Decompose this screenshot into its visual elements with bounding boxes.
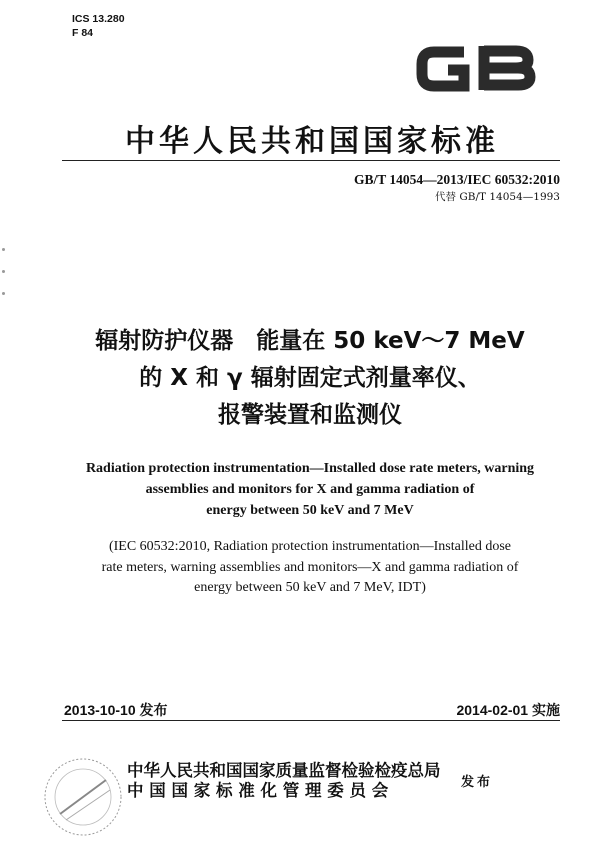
- chinese-title: [50, 323, 570, 434]
- bottom-rule: [62, 720, 560, 721]
- logo-g-shape: [422, 52, 464, 86]
- iec-reference-line: rate meters, warning assemblies and monitors—X and gamma radiation of: [101, 559, 519, 575]
- publish-date: 2013-10-10 发布: [64, 702, 168, 718]
- chinese-title-line: 的 X 和 γ 辐射固定式剂量率仪、: [139, 365, 481, 391]
- ics-code: ICS 13.280: [72, 13, 125, 25]
- english-title-line: assemblies and monitors for X and gamma radiation of: [145, 482, 475, 497]
- ccs-code: F 84: [72, 27, 94, 39]
- iec-reference-line: (IEC 60532:2010, Radiation protection instrumentation—Installed dose: [108, 539, 512, 554]
- effective-date: 2014-02-01 实施: [456, 702, 560, 718]
- issued-label: 发布: [461, 775, 494, 790]
- chinese-title-line: 辐射防护仪器 能量在 50 keV～7 MeV: [95, 328, 525, 354]
- classification-codes: [72, 12, 125, 40]
- iec-reference: [60, 537, 560, 599]
- top-rule: [62, 160, 560, 161]
- standard-number: GB/T 14054—2013/IEC 60532:2010: [353, 172, 560, 187]
- scan-artifact: [2, 248, 5, 251]
- scan-artifact: [2, 292, 5, 295]
- anti-counterfeit-stamp: [40, 754, 126, 840]
- standard-title: 中华人民共和国国家标准: [125, 124, 499, 159]
- chinese-title-line: 报警装置和监测仪: [218, 402, 402, 428]
- english-title-line: energy between 50 keV and 7 MeV: [206, 503, 414, 518]
- gb-logo: [412, 40, 540, 96]
- issuer-line: 中 国 国 家 标 准 化 管 理 委 员 会: [127, 781, 389, 800]
- issuer-line: 中华人民共和国国家质量监督检验检疫总局: [127, 761, 441, 780]
- replaces-note: 代替 GB/T 14054—1993: [435, 191, 560, 203]
- english-title: [60, 458, 560, 521]
- scan-artifact: [2, 270, 5, 273]
- iec-reference-line: energy between 50 keV and 7 MeV, IDT): [194, 580, 426, 595]
- english-title-line: Radiation protection instrumentation—Installed dose rate meters, warning: [85, 461, 535, 476]
- logo-b-shape: [484, 46, 530, 90]
- issuing-authority: [127, 761, 441, 801]
